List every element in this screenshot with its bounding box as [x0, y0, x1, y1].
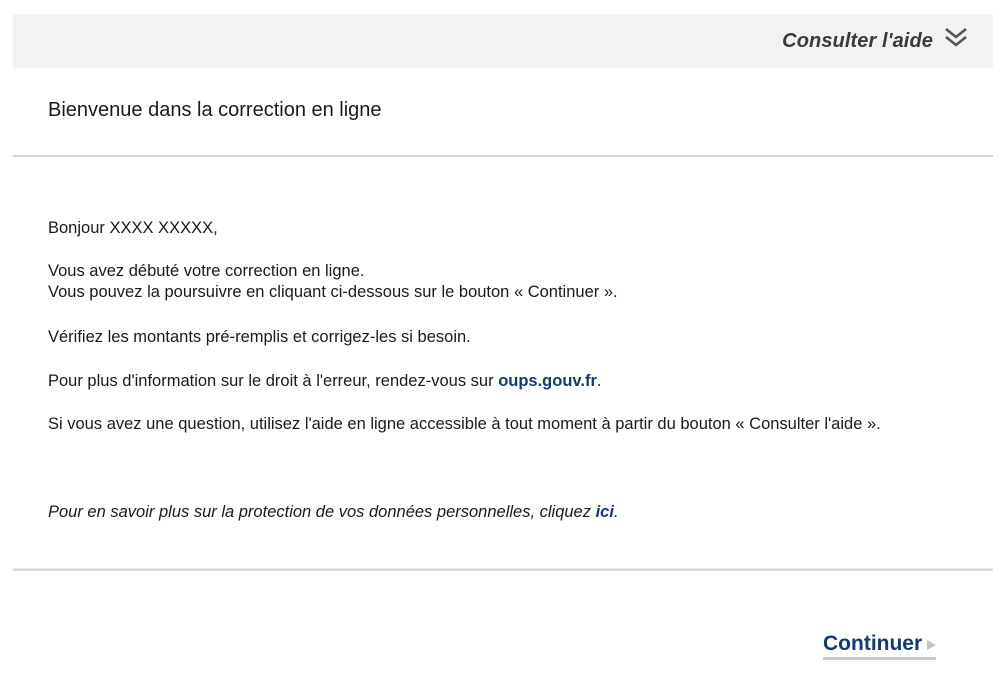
- started-paragraph: [48, 261, 618, 303]
- help-label: Consulter l'aide: [782, 29, 933, 52]
- help-bar: [13, 14, 993, 68]
- privacy-paragraph: [48, 502, 619, 523]
- page-title: Bienvenue dans la correction en ligne: [48, 99, 382, 121]
- triangle-right-icon: [927, 640, 936, 650]
- privacy-suffix: .: [613, 503, 619, 521]
- privacy-prefix: Pour en savoir plus sur la protection de vos données personnelles, cliquez: [48, 503, 596, 521]
- consulter-aide-button[interactable]: [782, 14, 933, 68]
- divider-bottom: [13, 568, 993, 571]
- continue-button[interactable]: [823, 632, 936, 660]
- info-prefix: Pour plus d'information sur le droit à l'erreur, rendez-vous sur: [48, 372, 499, 390]
- verify-text: Vérifiez les montants pré-remplis et corrigez-les si besoin.: [48, 328, 471, 346]
- info-paragraph: [48, 371, 601, 392]
- privacy-link[interactable]: ici: [595, 503, 614, 521]
- question-text: Si vous avez une question, utilisez l'aide en ligne accessible à tout moment à partir du bouton « Consulter l'aide ».: [48, 415, 881, 433]
- divider-top: [13, 155, 993, 157]
- greeting-text: Bonjour XXXX XXXXX,: [48, 219, 218, 237]
- continue-label: Continuer: [823, 632, 923, 655]
- started-line-1: Vous avez débuté votre correction en ligne.: [48, 262, 365, 280]
- started-line-2: Vous pouvez la poursuivre en cliquant ci-dessous sur le bouton « Continuer ».: [48, 283, 618, 301]
- oups-link[interactable]: oups.gouv.fr: [498, 372, 597, 390]
- double-chevron-down-icon: [941, 26, 971, 52]
- info-suffix: .: [596, 372, 602, 390]
